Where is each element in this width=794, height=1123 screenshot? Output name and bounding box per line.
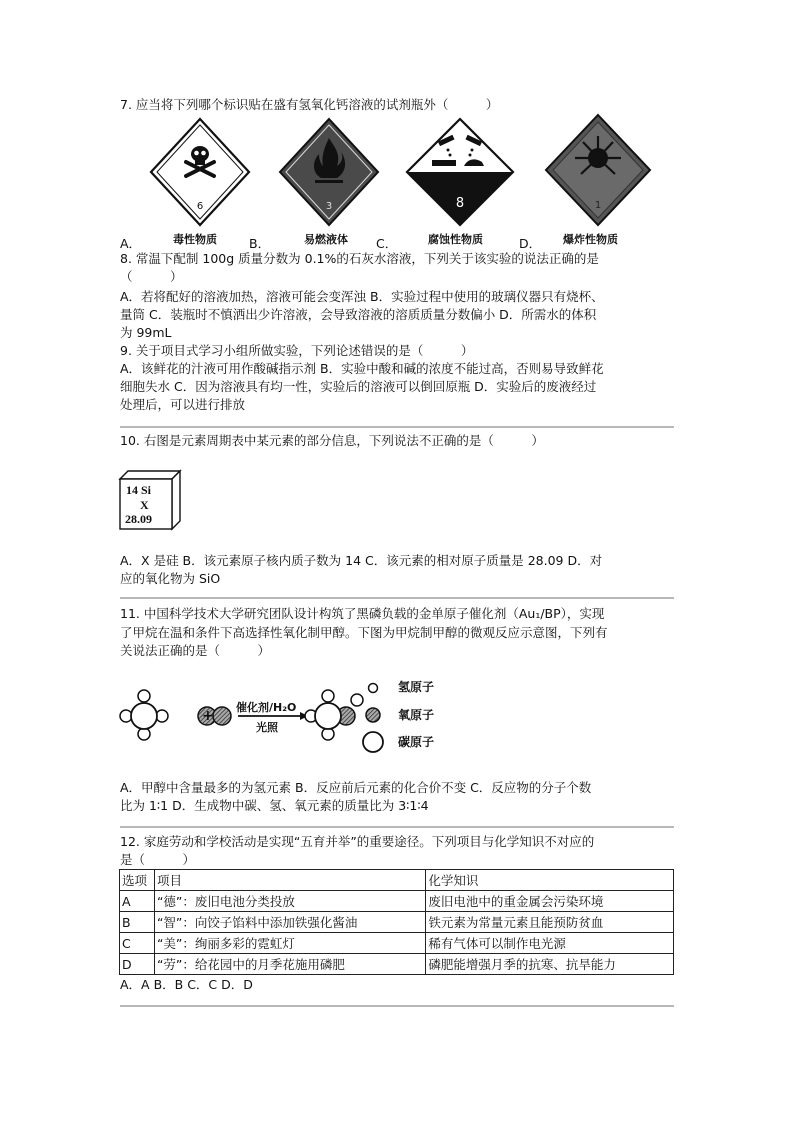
reaction-diagram: [118, 676, 435, 760]
q7-sign-c: [404, 116, 516, 238]
table-cell: “智”：向饺子馅料中添加铁强化酱油: [154, 912, 425, 933]
table-cell: 铁元素为常量元素且能预防贫血: [426, 912, 674, 933]
svg-text:8: 8: [455, 196, 465, 211]
q7-stem: 7. 应当将下列哪个标识贴在盛有氢氧化钙溶液的试剂瓶外（ ）: [120, 97, 499, 112]
methanol-molecule: [305, 690, 363, 740]
q11-stem-line-3: 关说法正确的是（ ）: [120, 643, 271, 658]
q7-sign-d: [543, 112, 653, 238]
q11-stem-line-1: 11. 中国科学技术大学研究团队设计构筑了黑磷负载的金单原子催化剂（Au₁/BP），实现: [120, 606, 605, 621]
q10-stem: 10. 右图是元素周期表中某元素的部分信息，下列说法不正确的是（ ）: [120, 433, 544, 448]
table-cell: D: [120, 954, 155, 975]
table-cell: 废旧电池中的重金属会污染环境: [426, 891, 674, 912]
legend-carbon-label: 碳原子: [398, 735, 435, 749]
legend-hydrogen-icon: [369, 684, 378, 693]
q8-line-4: 量筒 C．装瓶时不慎洒出少许溶液，会导致溶液的溶质质量分数偏小 D．所需水的体积: [120, 307, 597, 322]
legend-hydrogen-label: 氢原子: [398, 680, 435, 694]
svg-text:1: 1: [594, 200, 602, 211]
table-cell: 磷肥能增强月季的抗寒、抗旱能力: [426, 954, 674, 975]
flame-icon: [277, 116, 381, 234]
q7-option-b-letter: B．: [249, 236, 271, 251]
q7-option-a-letter: A．: [120, 236, 142, 251]
q7-option-b-label: 易燃液体: [304, 233, 348, 246]
table-cell: “美”：绚丽多彩的霓虹灯: [154, 933, 425, 954]
reaction-condition: 光照: [256, 721, 278, 734]
table-cell: C: [120, 933, 155, 954]
skull-crossbones-icon: [148, 116, 252, 234]
element-atomic-number: 14: [126, 483, 138, 497]
q8-line-1: 8. 常温下配制 100g 质量分数为 0.1%的石灰水溶液，下列关于该实验的说法正确的是: [120, 251, 599, 266]
table-row: [120, 912, 674, 933]
q9-line-3: 细胞失水 C．因为溶液具有均一性，实验后的溶液可以倒回原瓶 D．实验后的废液经过: [120, 379, 597, 394]
table-cell: B: [120, 912, 155, 933]
table-header-row: [120, 870, 674, 891]
q10-options-line-1: A．X 是硅 B．该元素原子核内质子数为 14 C．该元素的相对原子质量是 28.09 D．对: [120, 553, 603, 568]
divider: [120, 426, 674, 428]
table-row: [120, 933, 674, 954]
q7-option-c-label: 腐蚀性物质: [428, 233, 483, 246]
q8-line-3: A．若将配好的溶液加热，溶液可能会变浑浊 B．实验过程中使用的玻璃仪器只有烧杯、: [120, 289, 604, 304]
table-cell: A: [120, 891, 155, 912]
q11-options-line-1: A．甲醇中含量最多的为氢元素 B．反应前后元素的化合价不变 C．反应物的分子个数: [120, 780, 592, 795]
divider: [120, 597, 674, 599]
q9-stem: 9. 关于项目式学习小组所做实验，下列论述错误的是（ ）: [120, 343, 474, 358]
q7-option-d-label: 爆炸性物质: [563, 233, 618, 246]
divider: [120, 826, 674, 828]
q7-option-c-letter: C．: [376, 236, 398, 251]
q11-stem-line-2: 了甲烷在温和条件下高选择性氧化制甲醇。下图为甲烷制甲醇的微观反应示意图，下列有: [120, 625, 608, 640]
table-cell: “劳”：给花园中的月季花施用磷肥: [154, 954, 425, 975]
q7-sign-b: [277, 116, 381, 238]
svg-text:6: 6: [196, 201, 204, 212]
element-mass: 28.09: [125, 512, 152, 526]
table-header-cell: 选项: [120, 870, 155, 891]
explosion-icon: [543, 112, 653, 234]
corrosion-icon: [404, 116, 516, 234]
table-cell: 稀有气体可以制作电光源: [426, 933, 674, 954]
q10-options-line-2: 应的氧化物为 SiO: [120, 571, 221, 586]
element-symbol: Si: [141, 483, 152, 497]
q12-stem-line-2: 是（ ）: [120, 852, 196, 867]
q8-line-2: （ ）: [120, 269, 183, 284]
q9-line-2: A．该鲜花的汁液可用作酸碱指示剂 B．实验中酸和碱的浓度不能过高，否则易导致鲜花: [120, 361, 604, 376]
legend-oxygen-label: 氧原子: [398, 708, 435, 722]
q9-line-4: 处理后，可以进行排放: [120, 397, 246, 412]
table-cell: “德”：废旧电池分类投放: [154, 891, 425, 912]
q8-line-5: 为 99mL: [120, 325, 172, 340]
methane-molecule: [120, 690, 168, 740]
reaction-plus: +: [202, 708, 214, 724]
table-header-cell: 化学知识: [426, 870, 674, 891]
table-row: [120, 954, 674, 975]
q11-options-line-2: 比为 1∶1 D．生成物中碳、氢、氧元素的质量比为 3∶1∶4: [120, 798, 429, 813]
element-tile: [118, 469, 182, 535]
q12-table: [119, 869, 674, 975]
reaction-catalyst: 催化剂/H₂O: [236, 701, 297, 714]
element-name: X: [140, 498, 149, 512]
legend-carbon-icon: [363, 732, 383, 752]
svg-text:3: 3: [325, 201, 333, 212]
q12-stem-line-1: 12. 家庭劳动和学校活动是实现“五育并举”的重要途径。下列项目与化学知识不对应的: [120, 834, 595, 849]
q7-option-a-label: 毒性物质: [173, 233, 217, 246]
q7-option-d-letter: D．: [519, 236, 542, 251]
divider: [120, 1005, 674, 1007]
q12-options: A．A B．B C．C D．D: [120, 977, 253, 992]
q7-sign-a: [148, 116, 252, 238]
legend-oxygen-icon: [366, 708, 380, 722]
table-header-cell: 项目: [154, 870, 425, 891]
table-row: [120, 891, 674, 912]
